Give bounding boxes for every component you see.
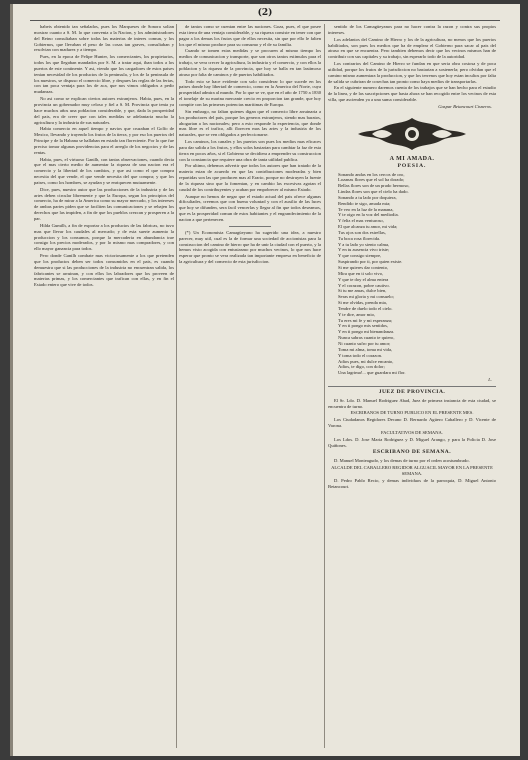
paragraph: habeis obtenido tan señalados, pues los Marqueses de Sonora solian mostrar cuanto a S. M. lo que convenia a la Nacion, y los administradores del Reino consultaban sobre todas las materias de interes comun, y los Gobiernos, que llevaban el peso de las cosas tan graves, consultaban y resolvian con madurez y a tiempo. [34, 24, 174, 53]
page-number: (2) [257, 8, 273, 18]
paragraph: D. Pedro Pablo Recio, y demas individuos de la parroquia, D. Miguel Antonio Betancourt. [328, 477, 496, 489]
article-signature: Gaspar Betancourt Cisneros. [438, 103, 492, 109]
poem-signature: L. [488, 377, 492, 383]
page-spine [10, 4, 13, 756]
poem-line: Si me quieres dar contento, [338, 265, 389, 270]
poem-line: Y te oigo en la voz del mediodia. [338, 212, 399, 218]
paragraph: Pero donde Ganilh combate mas victoriosamente a los que pretenden que los productos deben ser todos consumidos en el pais, es cuando demuestra que si las producciones de la industria no encuentran salida, los fabricantes se arruinan, y con ellos los labradores que los proveen de materias primas, y los comerciantes que trafican con ellas, y en fin el Estado entero que vive de todos. [34, 253, 174, 288]
column-divider [324, 24, 325, 748]
poem-line: Suspirando por ti, por quien existe. [338, 259, 403, 265]
column-3 [328, 24, 496, 748]
paragraph: Dice, pues, nuestro autor que las producciones de la industria y de las artes deben circular libremente y que la Europa, segun los principios del comercio, ha de mirar a la America como su mayor mercado, y los intereses de ambas partes piden que se faciliten las comunicaciones y se rebajen los derechos que las impiden, a fin de que los pueblos crezcan y prosperen a la par. [34, 186, 174, 221]
poem-line: Mira que en ti solo vivo, [338, 270, 384, 276]
poem-line: Bellas flores son de un prado hermoso, [338, 183, 410, 189]
poem-line: Tu eres mi fe y mi esperanza; [338, 317, 393, 323]
poem-line: Te veo en la luz de la manana, [338, 206, 394, 212]
poem-line: Sonando andas en los cercos de oro, [338, 171, 405, 177]
poem-line: Lindas flores son que el cielo ha dado. [338, 189, 409, 195]
poem-title: A MI AMADA. [389, 155, 435, 162]
poem-line: Tu boca rosa florecida. [338, 235, 381, 241]
paragraph: El Sr. Ldo. D. Manuel Rodriguez Abad, Juez de primera instancia de esta ciudad, se encuentra de turno. [328, 397, 496, 409]
column-1 [34, 24, 174, 748]
poem-line: Y feliz el mas venturoso, [338, 218, 384, 224]
poem-line: Y en tu ausencia vivo triste; [338, 247, 390, 253]
paragraph: Los Ciudadanos Regidores Decano D. Bernardo Agüero Caballero y D. Vicente de Varona. [328, 417, 496, 429]
footnote: (*) Un Economista Camagüeyano ha sugerido una idea, a nuestro parecer, muy util, cual es la de formar una sociedad de accionistas para la construccion del camino de hierro que ha de unir la ciudad con el puerto, y la hemos visto acogida con entusiasmo por muchos vecinos, lo que nos hace esperar que pronto se vera realizada tan importante empresa en beneficio de la agricultura y del comercio de esta jurisdiccion. [179, 229, 321, 265]
facultativos-heading: FACULTATIVOS DE SEMANA. [380, 429, 444, 435]
section-rule [328, 386, 496, 387]
poem-line: Adios pues, mi dulce encanto, [338, 358, 394, 364]
paragraph: D. Manuel Monteagudo, y los demas de turno por el orden acostumbrado. [334, 458, 470, 464]
paragraph: Todo esto se hace evidente con solo considerar lo que sucede en los paises donde hay libertad de comercio, como en la America del Norte, cuya prosperidad admira al mundo. Por lo que se ve, que en el año de 1750 a 1830 el tonelaje de su marina mercante crecio en proporcion tan grande, que hoy compite con las primeras potencias maritimas de Europa. [179, 78, 321, 107]
paragraph: Por ultimo, debemos advertir que todos los autores que han tratado de la materia estan de acuerdo en que las contribuciones moderadas y bien repartidas son las que producen mas al Erario, porque no destruyen la fuente de la riqueza sino que la fomentan, y en cambio las excesivas agotan el caudal de los contribuyentes y acaban por empobrecer al mismo Estado. [179, 163, 321, 192]
poem-line: Y que consigo siempre, [338, 253, 382, 259]
paragraph: Habia comercio en aquel tiempo y navios que cruzaban el Golfo de Mexico, llevando y trayendo los frutos de la tierra, y por eso los puertos del Principe y de la Habana se hallaban en estado tan floreciente. Por lo que fue preciso tomar algunas providencias para el arreglo de los negocios y de las rentas. [34, 126, 174, 155]
juez-heading: JUEZ DE PROVINCIA. [378, 388, 446, 395]
poem-line: Y te dire, amor mio, [338, 311, 376, 317]
footnote-rule [229, 226, 271, 227]
column-divider [176, 24, 177, 748]
poem-line: Si me olvidas, prenda mia, [338, 300, 387, 306]
paragraph: Los caminos, los canales y los puertos son pues los medios mas eficaces para dar salida a los frutos, y ellos solos bastarian para cambiar la faz de esta tierra en pocos años, si el Gobierno se decidiera a emprender su construccion con la constancia que requiere una obra de tanta utilidad publica. [179, 139, 321, 162]
poem-line: Rendido te sigo, amada mia; [338, 200, 391, 206]
paragraph: Los adelantos del Camino de Hierro y los de la agricultura, no menos que los puertos habilitados, son pues los medios que ha de emplear el Gobierno para sacar al pais del atraso en que se encuentra. Pero tambien debemos decir que los vecinos mismos han de contribuir con sus capitales y su trabajo, sin esperarlo todo de la autoridad. [328, 36, 496, 60]
poem-line: Seras mi gloria y mi consuelo; [338, 294, 395, 300]
poem-line: Tendre de duelo todo el cielo. [338, 305, 393, 311]
poem-line: Y en ti pongo mi bienandanza. [338, 329, 395, 335]
paragraph: En el siguiente numero daremos cuenta de los trabajos que se han hecho para el estudio de la linea, y de las suscripciones que hasta ahora se han recogido entre los vecinos de esta villa, que ascienden ya a una suma considerable. [328, 85, 496, 103]
poem-line: Y que te doy el alma entera [338, 276, 389, 282]
column-2 [179, 24, 321, 748]
paragraph: No asi como se explican ciertos autores extranjeros. Habia, pues, en la provincia un gobernador muy celoso y fiel a S. M. Provincia que tenia ya hace muchos años una poblacion considerable, y que, dada la prosperidad del pais, era de creer que con tales medidas se adelantaria mucho la agricultura y la industria de sus naturales. [34, 96, 174, 125]
poem-line: Y a tu lado yo siento calma, [338, 241, 390, 247]
newspaper-page [10, 4, 520, 756]
poem-line: Y en ti pongo mis sentidos, [338, 323, 389, 329]
decorative-vignette [348, 114, 476, 154]
poem-section: POESIA. [397, 162, 427, 169]
poem-line: Ni cuanto sufro por tu amor; [338, 340, 391, 346]
poem-line: Toma mi alma, toma mi vida, [338, 346, 393, 352]
poem-line: El que alcanza tu amor, mi vida; [338, 224, 398, 230]
poem-line: Y el corazon, pobre cautivo. [338, 282, 390, 288]
paragraph: Los Ldos. D. Jose Maria Rodriguez y D. Miguel Arango, y para la Policia D. Jose Quiñones. [328, 436, 496, 448]
paragraph: Pues, en la epoca de Felipe Hunter, los comerciantes, los propietarios, todos los que llegaban mandados por S. M. a tratar aqui, iban todos a los puertos de este continente. Y asi, viendo que los cargadores de estos paises tenian necesidad de los productos de la peninsula, y los de la peninsula de los nuestros, se dispuso el comercio libre, y despues las reglas de las ferias, con tan poca ventaja para los de aca, que nos vimos obligados a pedir mudanzas. [34, 54, 174, 95]
poem-line: Y toma todo el corazon. [338, 352, 383, 358]
poem-line: Lozanas flores que el sol ha dorado; [338, 177, 405, 183]
paragraph: Aunque no hemos de negar que el estado actual del pais ofrece algunas dificultades, creemos que con buena voluntad y con el auxilio de las luces que hoy se difunden, sera facil vencerlas y llegar al fin que todos deseamos, que es la prosperidad comun de estos habitantes y el engrandecimiento de la nacion a que pertenecen. [179, 193, 321, 222]
poem-line: Nunca sabras cuanto te quiero, [338, 335, 395, 341]
paragraph: Sin embargo, no faltan quienes digan que el comercio libre arruinaria a los productores del pais, porque los generos extranjeros, siendo mas baratos, ahogarian a los nacionales; pero a esto responde la experiencia, que donde mas libre es el trafico, alli florecen mas las artes y la industria de los naturales, que se ven obligados a perfeccionarse. [179, 108, 321, 138]
poem-line: Sonando a tu lado por doquiera, [338, 194, 397, 200]
alcalde-heading: ALCALDE DEL CABALLERO REGIDOR ALGUACIL MAYOR EN LA PRESENTE SEMANA. [331, 465, 493, 476]
paragraph: Hilda Gumilh, a fin de exportar a los productos de las fabricas, no tuvo mas que llevar los caudales al mercado; y de esta suerte aumento la produccion y los consumos, porque la mercaderia en abundancia trae consigo los precios moderados, y por lo mismo mas compradores, y con ello mayor ganancia para todos. [34, 222, 174, 252]
escribano-heading: ESCRIBANO DE SEMANA. [372, 449, 452, 456]
paragraph: Los contrarios del Camino de Hierro se fundan en que seria obra costosa y de poca utilidad, porque los frutos de la jurisdiccion no bastarian a sostenerla; pero olvidan que el camino mismo aumentara la produccion, y que los terrenos que hoy estan incultos por falta de salida se cubriran de cosechas tan pronto como haya medios de transportarlas. [328, 61, 496, 84]
paragraph: Cuando se tomen estas medidas y se procuren al mismo tiempo los medios de comunicacion y transporte, que son otros tantos estimulos para el trabajo, se vera crecer la agricultura, la industria y el comercio, y con ellos la poblacion y la riqueza de la provincia, que hoy se halla en tan lastimoso atraso por falta de caminos y de puertos habilitados. [179, 48, 321, 77]
header-rule [30, 20, 500, 21]
poem-line: Una lagrima!... que guardara mi flor. [338, 370, 406, 376]
poem-line: Tus ojos son dos estrellas, [338, 229, 386, 235]
turno-heading: ESCRIBANOS DE TURNO PUBLICO EN EL PRESENTE MES. [350, 410, 474, 416]
paragraph: Habia, pues, el virtuoso Ganilh, con tantas observaciones, cuando decia que el mas cierto medio de aumentar la riqueza de una nacion era el comercio y la libertad de los cambios, y que asi como el que compra necesita del que vende, el que vende necesita del que compra; y que los paises, como los hombres, se ayudan y se enriquecen mutuamente. [34, 156, 174, 185]
poem-line: Si tu me amas, dulce bien, [338, 288, 387, 294]
paragraph: sentido de los Camagüeyanos para no hacer contra la razon y contra sus propios intereses. [328, 24, 496, 35]
poem-line: Adios, te digo, con dolor; [338, 364, 385, 370]
paragraph: de tantos como se cuentan entre las naciones. Goza, pues, el que posee esta tierra de una ventaja considerable, y su riqueza consiste en tener con que pagar a los demas los frutos que de ellos necesita, sin que por ello le falten los que el mismo produce para su consumo y el de su familia. [179, 24, 321, 47]
poem-body [328, 172, 496, 377]
